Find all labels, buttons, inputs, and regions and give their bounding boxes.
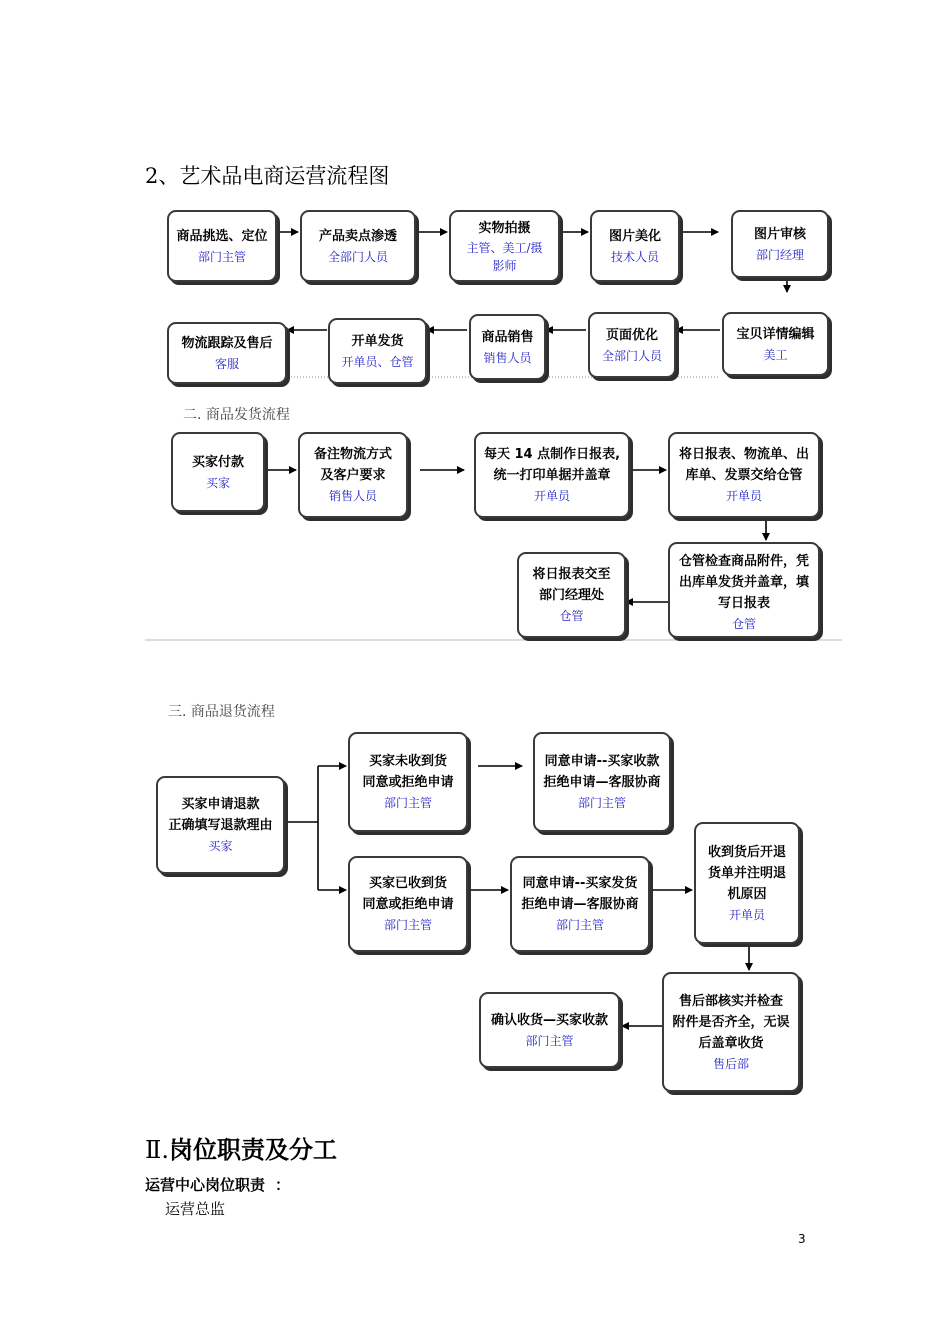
page-number: 3 — [798, 1232, 806, 1246]
shipping-flow-heading: 二. 商品发货流程 — [183, 407, 290, 423]
box-logistics-note: 备注物流方式 及客户要求 销售人员 — [298, 432, 408, 518]
box-received: 买家已收到货 同意或拒绝申请 部门主管 — [348, 856, 468, 952]
section-title: 岗位职责及分工 — [168, 1135, 337, 1164]
box-order-shipping: 开单发货 开单员、仓管 — [328, 318, 427, 384]
box-page-optimize: 页面优化 全部门人员 — [588, 312, 676, 378]
box-image-beautify: 图片美化 技术人员 — [590, 210, 680, 282]
section-heading — [145, 1130, 337, 1165]
box-warehouse-check: 仓管检查商品附件，凭 出库单发货并盖章，填 写日报表 仓管 — [668, 542, 820, 638]
box-buyer-payment: 买家付款 买家 — [171, 432, 265, 512]
subsection-heading: 运营中心岗位职责 ： — [145, 1176, 291, 1194]
section-numeral: Ⅱ. — [145, 1136, 169, 1164]
box-logistics-aftersale: 物流跟踪及售后 客服 — [167, 322, 287, 384]
box-handover-warehouse: 将日报表、物流单、出 库单、发票交给仓管 开单员 — [668, 432, 820, 518]
box-confirm-receipt: 确认收货—买家收款 部门主管 — [479, 992, 620, 1068]
position-item: 运营总监 — [165, 1200, 226, 1218]
box-aftersale-check: 售后部核实并检查 附件是否齐全，无误 后盖章收货 售后部 — [662, 972, 800, 1092]
box-report-to-manager: 将日报表交至 部门经理处 仓管 — [517, 552, 626, 638]
box-product-photo: 实物拍摄 主管、美工/摄 影师 — [449, 210, 560, 282]
return-flow-heading: 三. 商品退货流程 — [168, 704, 275, 720]
box-sales: 商品销售 销售人员 — [469, 314, 546, 380]
box-return-slip: 收到货后开退 货单并注明退 机原因 开单员 — [694, 822, 800, 944]
flowchart-title: 2、艺术品电商运营流程图 — [145, 164, 390, 188]
box-not-received: 买家未收到货 同意或拒绝申请 部门主管 — [348, 732, 468, 832]
box-detail-edit: 宝贝详情编辑 美工 — [722, 312, 829, 376]
box-product-selection: 商品挑选、定位 部门主管 — [167, 210, 277, 282]
box-selling-points: 产品卖点渗透 全部门人员 — [300, 210, 416, 282]
box-agree-return: 同意申请--买家发货 拒绝申请—客服协商 部门主管 — [510, 856, 650, 952]
box-daily-report: 每天 14 点制作日报表, 统一打印单据并盖章 开单员 — [474, 432, 630, 518]
box-refund-request: 买家申请退款 正确填写退款理由 买家 — [156, 776, 285, 874]
box-agree-refund: 同意申请--买家收款 拒绝申请—客服协商 部门主管 — [533, 732, 671, 832]
box-image-review: 图片审核 部门经理 — [731, 210, 829, 278]
